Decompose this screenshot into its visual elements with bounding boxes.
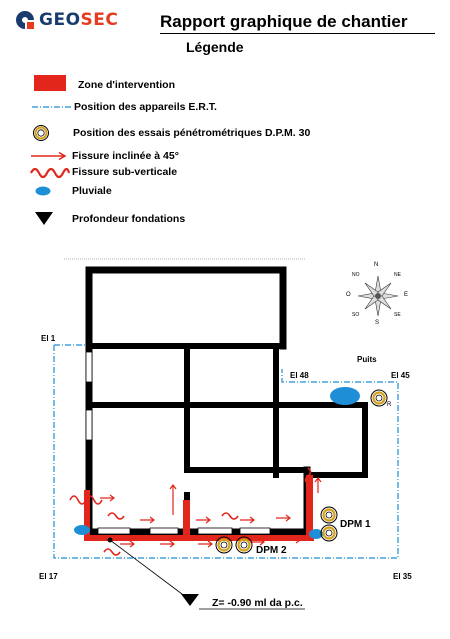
legend-title: Légende: [186, 39, 244, 55]
compass-label-ne: NE: [394, 272, 401, 278]
vertical-cracks: [70, 468, 311, 555]
depth-triangle: [181, 594, 199, 606]
label-el45: El 45: [391, 371, 410, 380]
label-dpm2: DPM 2: [256, 545, 287, 556]
label-el17: El 17: [39, 572, 58, 581]
compass-rose: [358, 276, 398, 316]
legend-inclined-crack-label: Fissure inclinée à 45°: [72, 150, 179, 162]
compass-label-e: E: [404, 292, 409, 298]
label-el35: El 35: [393, 572, 412, 581]
label-el1: El 1: [41, 334, 56, 343]
legend-dpm-label: Position des essais pénétrométriques D.P.M. 30: [73, 127, 311, 139]
legend-vertical-crack-label: Fissure sub-verticale: [72, 166, 178, 178]
compass-label-so: SO: [352, 312, 360, 318]
compass-label-n: N: [374, 262, 379, 268]
depth-leader: [110, 540, 190, 600]
label-r: R: [387, 402, 392, 408]
logo-text: GEOSEC: [39, 10, 119, 30]
legend-zone-label: Zone d'intervention: [78, 79, 175, 91]
compass-label-no: NO: [352, 272, 360, 278]
compass-label-o: O: [346, 292, 351, 298]
legend-pluviale-label: Pluviale: [72, 185, 112, 197]
label-dpm1: DPM 1: [340, 519, 371, 530]
page-title: Rapport graphique de chantier: [160, 12, 435, 34]
label-depth: Z= -0.90 ml da p.c.: [212, 597, 303, 609]
building-walls: [89, 270, 365, 532]
label-puits: Puits: [357, 355, 377, 364]
label-el48: El 48: [290, 371, 309, 380]
compass-label-s: S: [375, 320, 380, 326]
compass-label-se: SE: [394, 312, 401, 318]
legend-ert-label: Position des appareils E.R.T.: [74, 101, 217, 113]
window-openings: [86, 352, 270, 534]
legend-depth-label: Profondeur fondations: [72, 213, 186, 225]
